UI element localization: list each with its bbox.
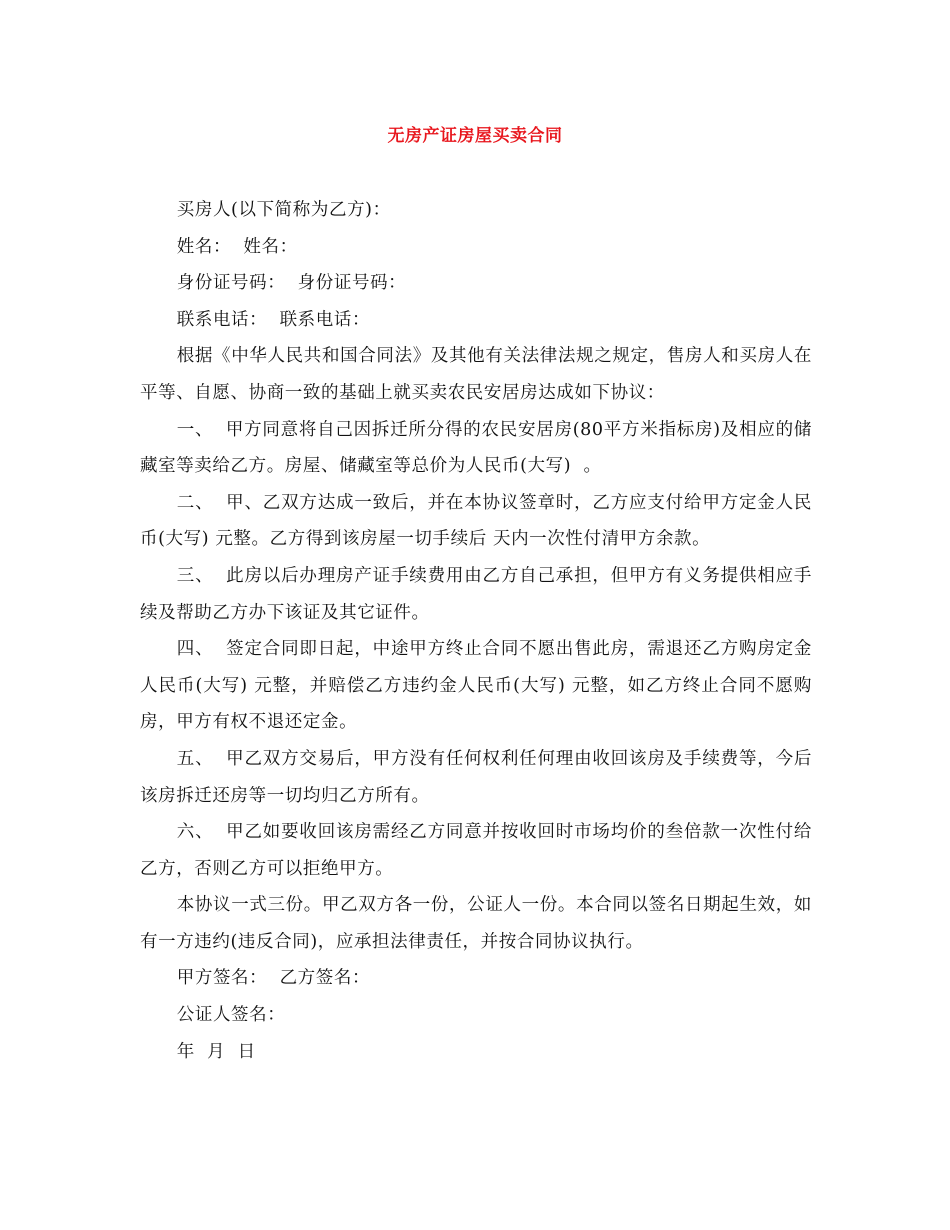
name-line: 姓名： 姓名： [176, 236, 298, 257]
document-body [140, 192, 812, 1070]
document-title: 无房产证房屋买卖合同 [387, 126, 563, 146]
phone-line: 联系电话： 联系电话： [176, 309, 371, 330]
date-line: 年 月 日 [176, 1041, 256, 1062]
id-number-line: 身份证号码： 身份证号码： [176, 273, 407, 294]
clause-3: 三、 此房以后办理房产证手续费用由乙方自己承担，但甲方有义务提供相应手续及帮助乙方办下该证及其它证件。 [140, 565, 812, 623]
preamble-paragraph: 根据《中华人民共和国合同法》及其他有关法律法规之规定，售房人和买房人在平等、自愿、协商一致的基础上就买卖农民安居房达成如下协议： [140, 346, 812, 403]
party-signature-line: 甲方签名： 乙方签名： [176, 968, 371, 989]
clause-1: 一、 甲方同意将自己因拆迁所分得的农民安居房(80平方米指标房)及相应的储藏室等卖给乙方。房屋、储藏室等总价为人民币(大写) 。 [140, 419, 812, 477]
copies-paragraph: 本协议一式三份。甲乙双方各一份，公证人一份。本合同以签名日期起生效，如有一方违约(违反合同)，应承担法律责任，并按合同协议执行。 [140, 895, 812, 952]
clause-5: 五、 甲乙双方交易后，甲方没有任何权利任何理由收回该房及手续费等，今后该房拆迁还房等一切均归乙方所有。 [140, 748, 812, 806]
clause-6: 六、 甲乙如要收回该房需经乙方同意并按收回时市场均价的叁倍款一次性付给乙方，否则乙方可以拒绝甲方。 [140, 822, 812, 879]
buyer-heading: 买房人(以下简称为乙方)： [176, 200, 391, 220]
clause-4: 四、 签定合同即日起，中途甲方终止合同不愿出售此房，需退还乙方购房定金人民币(大写) 元整，并赔偿乙方违约金人民币(大写) 元整，如乙方终止合同不愿购房，甲方有权不退还定金。 [140, 639, 812, 733]
clause-2: 二、 甲、乙双方达成一致后，并在本协议签章时，乙方应支付给甲方定金人民币(大写) 元整。乙方得到该房屋一切手续后 天内一次性付清甲方余款。 [140, 492, 812, 550]
notary-signature-line: 公证人签名： [176, 1005, 286, 1026]
